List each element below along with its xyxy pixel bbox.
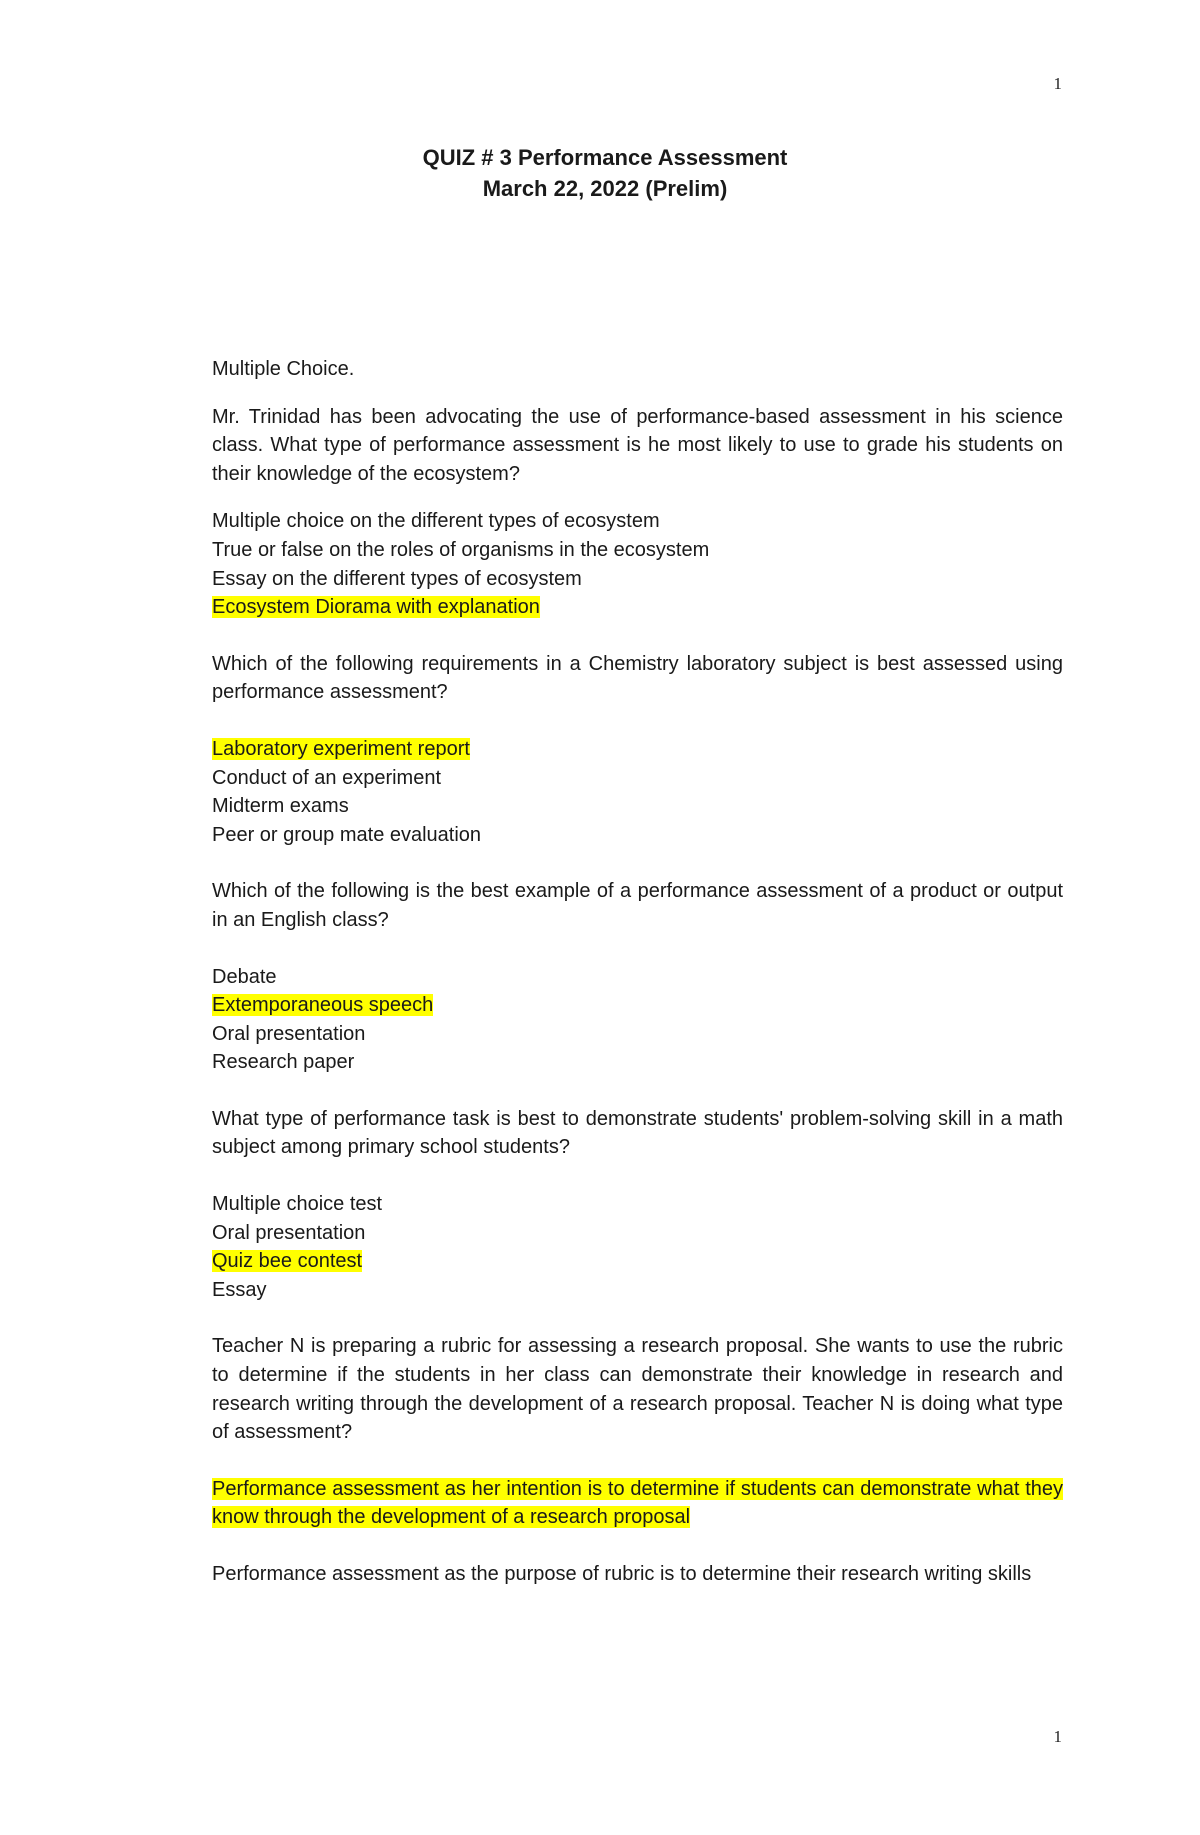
- question-1-option-a: Multiple choice on the different types of ecosystem: [212, 510, 660, 533]
- question-3-option-b-highlighted: Extemporaneous speech: [212, 994, 434, 1017]
- question-5-option-b: Performance assessment as the purpose of rubric is to determine their research writing skills: [212, 1563, 1032, 1585]
- question-3-option-c: Oral presentation: [212, 1022, 366, 1045]
- question-4-option-c-highlighted: Quiz bee contest: [212, 1250, 363, 1273]
- quiz-content: [212, 355, 1063, 1589]
- question-5-text: Teacher N is preparing a rubric for assessing a research proposal. She wants to use the rubric to determine if the students in her class can demonstrate their knowledge in research and research writing through the development of a research proposal. Teacher N is doing what type of assessment?: [212, 1335, 1063, 1444]
- question-1-option-d-highlighted: Ecosystem Diorama with explanation: [212, 596, 540, 619]
- page-number-top: 1: [1053, 74, 1062, 93]
- question-1-option-b: True or false on the roles of organisms in the ecosystem: [212, 538, 710, 561]
- question-2-text: Which of the following requirements in a Chemistry laboratory subject is best assessed using performance assessment?: [212, 652, 1063, 704]
- question-3-text: Which of the following is the best example of a performance assessment of a product or output in an English class?: [212, 880, 1063, 931]
- page-number-bottom: 1: [1053, 1727, 1062, 1746]
- question-3-option-d: Research paper: [212, 1051, 355, 1074]
- instruction-text: Multiple Choice.: [212, 358, 355, 380]
- question-2-option-c: Midterm exams: [212, 795, 349, 818]
- question-1-text: Mr. Trinidad has been advocating the use of performance-based assessment in his science class. What type of performance assessment is he most likely to use to grade his students on their knowledge of the ecosystem?: [212, 405, 1063, 485]
- question-5-option-a-highlighted: Performance assessment as her intention is to determine if students can demonstrate what they know through the development of a research proposal: [212, 1477, 1063, 1529]
- question-1-option-c: Essay on the different types of ecosystem: [212, 567, 582, 590]
- question-4-text: What type of performance task is best to demonstrate students' problem-solving skill in a math subject among primary school students?: [212, 1107, 1063, 1159]
- question-4-option-d: Essay: [212, 1278, 267, 1301]
- question-4-option-b: Oral presentation: [212, 1221, 366, 1244]
- question-4-option-a: Multiple choice test: [212, 1193, 383, 1216]
- title-line-1: QUIZ # 3 Performance Assessment: [422, 145, 788, 170]
- question-2-option-d: Peer or group mate evaluation: [212, 823, 482, 846]
- question-3-option-a: Debate: [212, 965, 277, 988]
- title-line-2: March 22, 2022 (Prelim): [482, 176, 728, 201]
- question-2-option-b: Conduct of an experiment: [212, 766, 442, 789]
- document-title: [0, 142, 1200, 204]
- question-2-option-a-highlighted: Laboratory experiment report: [212, 737, 470, 760]
